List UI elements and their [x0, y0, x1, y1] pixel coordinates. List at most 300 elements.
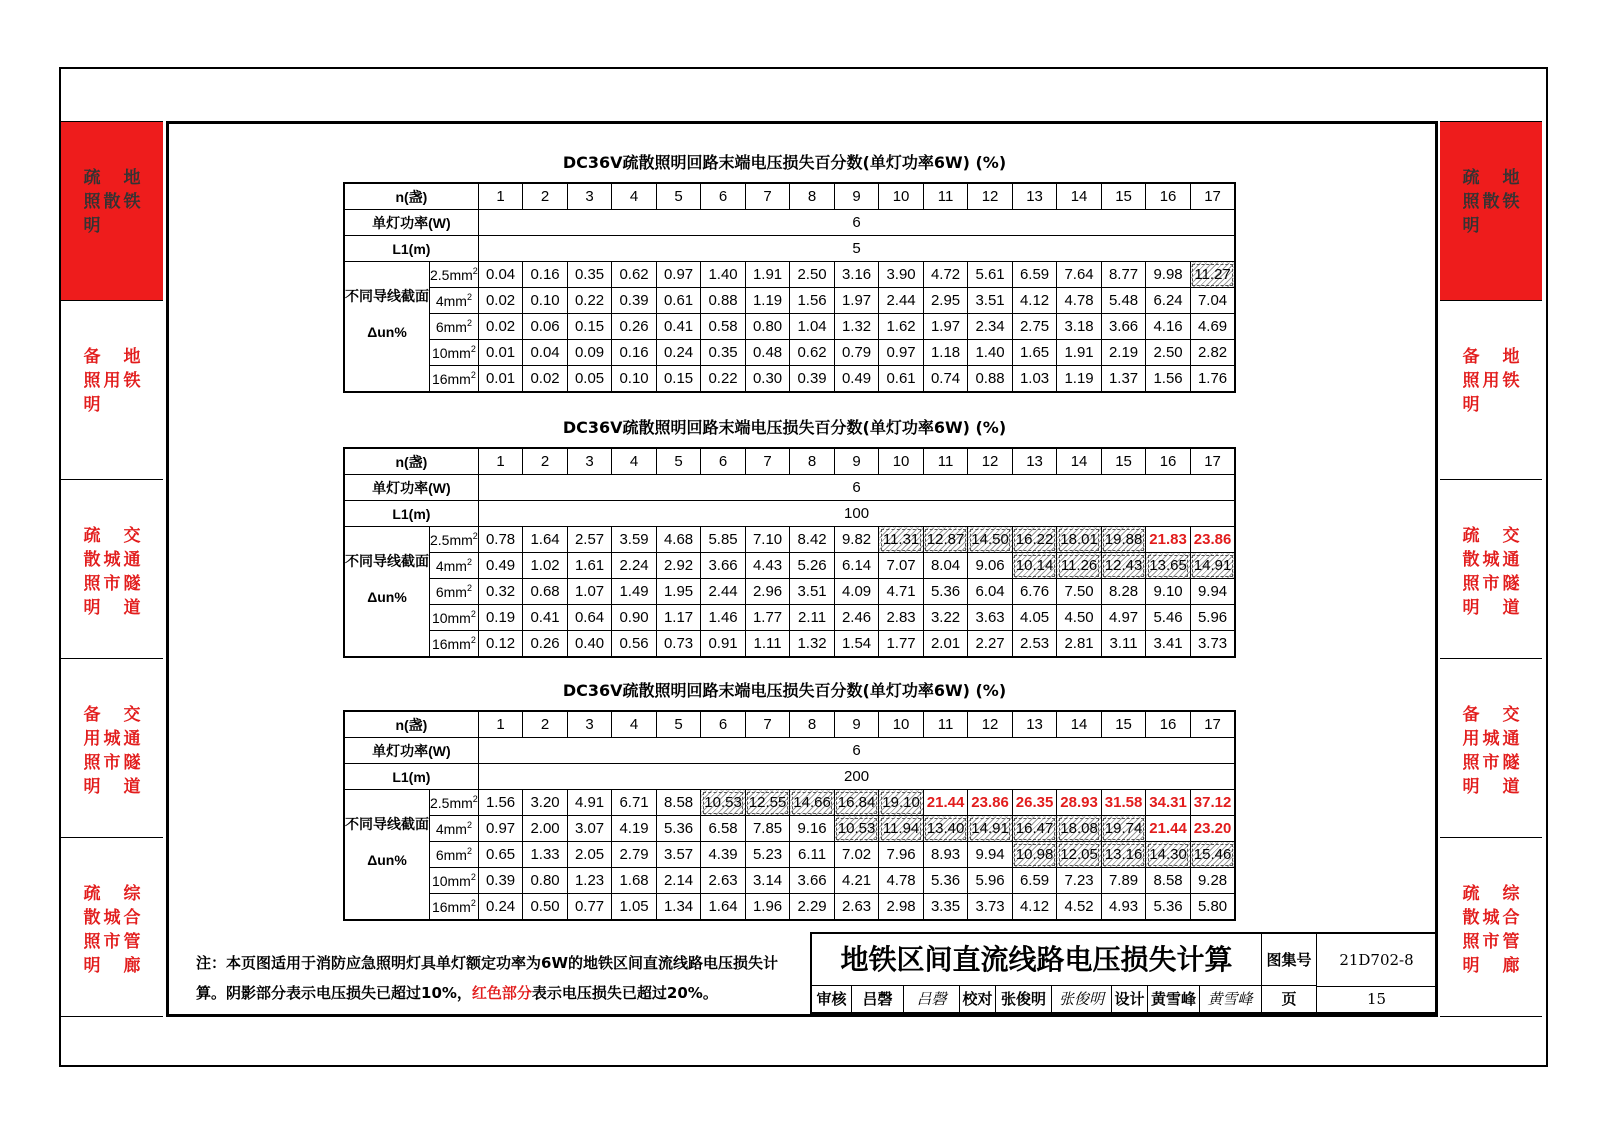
cross-section-label: $2.5mm^2$ — [430, 262, 479, 288]
table-row — [344, 288, 1235, 314]
loss-value-cell: 0.79 — [834, 340, 879, 366]
table-row — [344, 711, 1235, 738]
loss-value-cell: 37.12 — [1190, 790, 1235, 816]
loss-value-cell: 3.57 — [656, 842, 701, 868]
loss-value-cell: 3.73 — [1190, 631, 1235, 658]
loss-value-cell: 1.40 — [968, 340, 1013, 366]
loss-value-cell: 2.29 — [790, 894, 835, 921]
loss-value-cell: 0.16 — [612, 340, 657, 366]
voltage-loss-table — [343, 182, 1236, 393]
side-tab-text: 散 — [103, 192, 121, 212]
loss-value-cell: 1.77 — [745, 605, 790, 631]
loss-value-cell: 5.61 — [968, 262, 1013, 288]
side-tab-text: 疏 散 照 明 — [83, 884, 101, 976]
review-label: 审核 — [812, 986, 852, 1012]
side-tab-text: 备 用 照 明 — [1462, 705, 1480, 797]
loss-value-cell: 0.12 — [478, 631, 523, 658]
loss-value-cell: 10.53 — [834, 816, 879, 842]
power-value: 6 — [478, 475, 1235, 501]
n-label: n(盏) — [344, 183, 478, 210]
side-tab-1[interactable] — [1440, 122, 1542, 301]
loss-value-cell: 4.97 — [1101, 605, 1146, 631]
table-title: DC36V疏散照明回路末端电压损失百分数(单灯功率6W) (%) — [562, 153, 1007, 172]
side-tab-4[interactable] — [61, 659, 163, 838]
loss-value-cell: 4.78 — [879, 868, 924, 894]
loss-value-cell: 14.91 — [968, 816, 1013, 842]
n-value: 14 — [1057, 448, 1102, 475]
loss-value-cell: 0.22 — [567, 288, 612, 314]
side-tab-1[interactable] — [61, 122, 163, 301]
loss-value-cell: 1.19 — [1057, 366, 1102, 393]
loss-value-cell: 13.40 — [923, 816, 968, 842]
loss-value-cell: 1.49 — [612, 579, 657, 605]
loss-value-cell: 0.90 — [612, 605, 657, 631]
loss-value-cell: 4.16 — [1146, 314, 1191, 340]
loss-value-cell: 0.65 — [478, 842, 523, 868]
loss-value-cell: 1.23 — [567, 868, 612, 894]
loss-value-cell: 1.64 — [523, 527, 568, 553]
loss-value-cell: 0.05 — [567, 366, 612, 393]
loss-value-cell: 2.95 — [923, 288, 968, 314]
loss-value-cell: 2.82 — [1190, 340, 1235, 366]
loss-value-cell: 8.42 — [790, 527, 835, 553]
n-value: 6 — [701, 183, 746, 210]
n-value: 13 — [1012, 711, 1057, 738]
loss-value-cell: 12.05 — [1057, 842, 1102, 868]
side-tab-text: 疏 照 明 — [1462, 168, 1480, 236]
n-value: 16 — [1146, 448, 1191, 475]
cross-section-label: $16mm^2$ — [430, 631, 479, 658]
loss-value-cell: 6.14 — [834, 553, 879, 579]
loss-value-cell: 12.87 — [923, 527, 968, 553]
n-value: 14 — [1057, 183, 1102, 210]
side-tab-text: 备 照 明 — [83, 347, 101, 415]
loss-value-cell: 3.16 — [834, 262, 879, 288]
loss-value-cell: 0.24 — [478, 894, 523, 921]
loss-value-cell: 1.18 — [923, 340, 968, 366]
loss-value-cell: 0.32 — [478, 579, 523, 605]
loss-value-cell: 1.61 — [567, 553, 612, 579]
side-tab-text: 疏 散 照 明 — [1462, 884, 1480, 976]
n-value: 10 — [879, 183, 924, 210]
side-tab-2[interactable] — [1440, 301, 1542, 480]
loss-value-cell: 28.93 — [1057, 790, 1102, 816]
table-row — [344, 764, 1235, 790]
section-label-line: 不同导线截面 — [345, 288, 429, 304]
loss-value-cell: 18.01 — [1057, 527, 1102, 553]
loss-value-cell: 2.50 — [790, 262, 835, 288]
voltage-loss-table — [343, 710, 1236, 921]
loss-value-cell: 1.02 — [523, 553, 568, 579]
cross-section-label: $4mm^2$ — [430, 288, 479, 314]
loss-value-cell: 0.10 — [523, 288, 568, 314]
review-name: 吕磬 — [852, 986, 904, 1012]
loss-value-cell: 0.77 — [567, 894, 612, 921]
loss-value-cell: 9.06 — [968, 553, 1013, 579]
loss-value-cell: 8.04 — [923, 553, 968, 579]
loss-value-cell: 5.23 — [745, 842, 790, 868]
loss-value-cell: 21.83 — [1146, 527, 1191, 553]
loss-value-cell: 3.51 — [968, 288, 1013, 314]
loss-value-cell: 4.12 — [1012, 288, 1057, 314]
loss-value-cell: 0.02 — [523, 366, 568, 393]
loss-value-cell: 1.33 — [523, 842, 568, 868]
loss-value-cell: 0.58 — [701, 314, 746, 340]
loss-value-cell: 1.56 — [478, 790, 523, 816]
loss-value-cell: 1.04 — [790, 314, 835, 340]
loss-value-cell: 0.10 — [612, 366, 657, 393]
loss-value-cell: 19.88 — [1101, 527, 1146, 553]
side-tab-text: 城 市 — [103, 908, 121, 952]
n-label: n(盏) — [344, 711, 478, 738]
side-tab-text: 地 铁 — [123, 347, 141, 391]
power-value: 6 — [478, 738, 1235, 764]
loss-value-cell: 2.27 — [968, 631, 1013, 658]
cross-section-label: $16mm^2$ — [430, 894, 479, 921]
atlas-number-label: 图集号 — [1262, 934, 1317, 986]
n-value: 9 — [834, 183, 879, 210]
loss-value-cell: 4.21 — [834, 868, 879, 894]
side-tab-text: 交 通 隧 道 — [123, 705, 141, 797]
loss-value-cell: 2.63 — [834, 894, 879, 921]
atlas-number-value: 21D702-8 — [1317, 934, 1436, 987]
loss-value-cell: 2.75 — [1012, 314, 1057, 340]
side-tab-5[interactable] — [61, 838, 163, 1017]
loss-value-cell: 6.04 — [968, 579, 1013, 605]
loss-value-cell: 2.53 — [1012, 631, 1057, 658]
loss-value-cell: 1.68 — [612, 868, 657, 894]
loss-value-cell: 4.09 — [834, 579, 879, 605]
cross-section-label: $6mm^2$ — [430, 842, 479, 868]
loss-value-cell: 9.28 — [1190, 868, 1235, 894]
loss-value-cell: 1.56 — [1146, 366, 1191, 393]
table-row — [344, 527, 1235, 553]
loss-value-cell: 3.51 — [790, 579, 835, 605]
section-label-line: 不同导线截面 — [345, 553, 429, 569]
loss-value-cell: 2.14 — [656, 868, 701, 894]
loss-value-cell: 2.19 — [1101, 340, 1146, 366]
power-label: 单灯功率(W) — [344, 475, 478, 501]
side-tab-text: 地 铁 — [1502, 347, 1520, 391]
side-tab-text: 城 市 — [103, 550, 121, 594]
loss-value-cell: 9.16 — [790, 816, 835, 842]
side-tab-text: 疏 散 照 明 — [1462, 526, 1480, 618]
loss-value-cell: 2.63 — [701, 868, 746, 894]
side-tab-text: 地 铁 — [123, 168, 141, 212]
note-red-text: 红色部分 — [471, 984, 532, 1002]
loss-value-cell: 3.11 — [1101, 631, 1146, 658]
side-tab-text: 疏 散 照 明 — [83, 526, 101, 618]
loss-value-cell: 0.50 — [523, 894, 568, 921]
side-tab-text: 用 — [1482, 371, 1500, 391]
loss-value-cell: 1.46 — [701, 605, 746, 631]
n-value: 16 — [1146, 183, 1191, 210]
loss-value-cell: 5.36 — [656, 816, 701, 842]
loss-value-cell: 6.11 — [790, 842, 835, 868]
side-tab-text: 交 通 隧 道 — [1502, 705, 1520, 797]
loss-value-cell: 0.61 — [656, 288, 701, 314]
table-row — [344, 816, 1235, 842]
loss-value-cell: 1.54 — [834, 631, 879, 658]
n-value: 12 — [968, 183, 1013, 210]
loss-value-cell: 0.01 — [478, 340, 523, 366]
check-signature: 张俊明 — [1052, 986, 1112, 1012]
side-tab-text: 城 市 — [1482, 729, 1500, 773]
loss-value-cell: 10.98 — [1012, 842, 1057, 868]
loss-value-cell: 19.10 — [879, 790, 924, 816]
check-name: 张俊明 — [996, 986, 1052, 1012]
power-label: 单灯功率(W) — [344, 210, 478, 236]
n-value: 17 — [1190, 711, 1235, 738]
right-side-tabs — [1440, 121, 1542, 1017]
loss-value-cell: 3.73 — [968, 894, 1013, 921]
loss-value-cell: 16.84 — [834, 790, 879, 816]
loss-value-cell: 0.49 — [478, 553, 523, 579]
n-value: 8 — [790, 183, 835, 210]
side-tab-3[interactable] — [61, 480, 163, 659]
loss-value-cell: 13.65 — [1146, 553, 1191, 579]
loss-value-cell: 2.83 — [879, 605, 924, 631]
table-title: DC36V疏散照明回路末端电压损失百分数(单灯功率6W) (%) — [562, 418, 1007, 437]
n-value: 3 — [567, 183, 612, 210]
page-label: 页 — [1262, 986, 1317, 1012]
loss-value-cell: 12.43 — [1101, 553, 1146, 579]
side-tab-4[interactable] — [1440, 659, 1542, 838]
length-value: 100 — [478, 501, 1235, 527]
check-label: 校对 — [960, 986, 996, 1012]
table-row — [344, 314, 1235, 340]
loss-value-cell: 1.07 — [567, 579, 612, 605]
loss-value-cell: 14.66 — [790, 790, 835, 816]
table-row — [344, 605, 1235, 631]
loss-value-cell: 9.94 — [968, 842, 1013, 868]
loss-value-cell: 0.22 — [701, 366, 746, 393]
loss-value-cell: 1.17 — [656, 605, 701, 631]
n-value: 11 — [923, 183, 968, 210]
side-tab-3[interactable] — [1440, 480, 1542, 659]
loss-value-cell: 16.47 — [1012, 816, 1057, 842]
side-tab-text: 综 合 管 廊 — [123, 884, 141, 976]
loss-value-cell: 5.36 — [923, 868, 968, 894]
loss-value-cell: 4.68 — [656, 527, 701, 553]
length-value: 5 — [478, 236, 1235, 262]
loss-value-cell: 9.10 — [1146, 579, 1191, 605]
n-value: 2 — [523, 448, 568, 475]
n-label: n(盏) — [344, 448, 478, 475]
n-value: 9 — [834, 711, 879, 738]
loss-value-cell: 1.05 — [612, 894, 657, 921]
loss-value-cell: 4.72 — [923, 262, 968, 288]
loss-value-cell: 7.64 — [1057, 262, 1102, 288]
page-number: 15 — [1366, 990, 1387, 1008]
cross-section-label: $4mm^2$ — [430, 553, 479, 579]
n-value: 12 — [968, 711, 1013, 738]
loss-value-cell: 0.88 — [701, 288, 746, 314]
cross-section-label: $2.5mm^2$ — [430, 790, 479, 816]
side-tab-text: 城 市 — [103, 729, 121, 773]
loss-value-cell: 3.59 — [612, 527, 657, 553]
loss-value-cell: 1.62 — [879, 314, 924, 340]
loss-value-cell: 23.86 — [968, 790, 1013, 816]
loss-value-cell: 0.02 — [478, 314, 523, 340]
loss-value-cell: 8.58 — [1146, 868, 1191, 894]
loss-value-cell: 3.18 — [1057, 314, 1102, 340]
n-value: 12 — [968, 448, 1013, 475]
loss-value-cell: 0.09 — [567, 340, 612, 366]
loss-value-cell: 0.56 — [612, 631, 657, 658]
table-row — [344, 262, 1235, 288]
loss-value-cell: 0.88 — [968, 366, 1013, 393]
n-value: 10 — [879, 448, 924, 475]
loss-value-cell: 15.46 — [1190, 842, 1235, 868]
loss-value-cell: 1.11 — [745, 631, 790, 658]
loss-value-cell: 1.32 — [834, 314, 879, 340]
loss-value-cell: 4.12 — [1012, 894, 1057, 921]
loss-value-cell: 1.77 — [879, 631, 924, 658]
section-label — [344, 527, 430, 658]
loss-value-cell: 2.01 — [923, 631, 968, 658]
cross-section-label: $6mm^2$ — [430, 579, 479, 605]
loss-value-cell: 0.04 — [523, 340, 568, 366]
side-tab-text: 城 市 — [1482, 908, 1500, 952]
page-note: 注：本页图适用于消防应急照明灯具单灯额定功率为6W的地铁区间直流线路电压损失计算。阴影部分表示电压损失已超过10%，红色部分表示电压损失已超过20%。 — [196, 954, 778, 1002]
loss-value-cell: 0.41 — [656, 314, 701, 340]
loss-value-cell: 8.93 — [923, 842, 968, 868]
loss-value-cell: 10.14 — [1012, 553, 1057, 579]
side-tab-5[interactable] — [1440, 838, 1542, 1017]
loss-value-cell: 0.19 — [478, 605, 523, 631]
table-row — [344, 894, 1235, 921]
table-row — [344, 448, 1235, 475]
length-label: L1(m) — [344, 501, 478, 527]
loss-value-cell: 3.66 — [790, 868, 835, 894]
loss-value-cell: 0.40 — [567, 631, 612, 658]
table-row — [344, 790, 1235, 816]
loss-value-cell: 2.46 — [834, 605, 879, 631]
design-name: 黄雪峰 — [1148, 986, 1200, 1012]
cross-section-label: $2.5mm^2$ — [430, 527, 479, 553]
n-value: 16 — [1146, 711, 1191, 738]
loss-value-cell: 4.19 — [612, 816, 657, 842]
table-row — [344, 631, 1235, 658]
side-tab-text: 散 — [1482, 192, 1500, 212]
loss-value-cell: 0.30 — [745, 366, 790, 393]
side-tab-text: 交 通 隧 道 — [123, 526, 141, 618]
loss-value-cell: 11.31 — [879, 527, 924, 553]
loss-value-cell: 1.40 — [701, 262, 746, 288]
n-value: 10 — [879, 711, 924, 738]
length-label: L1(m) — [344, 764, 478, 790]
loss-value-cell: 1.91 — [1057, 340, 1102, 366]
loss-value-cell: 0.02 — [478, 288, 523, 314]
loss-value-cell: 2.98 — [879, 894, 924, 921]
loss-value-cell: 2.05 — [567, 842, 612, 868]
table-title: DC36V疏散照明回路末端电压损失百分数(单灯功率6W) (%) — [562, 681, 1007, 700]
n-value: 1 — [478, 183, 523, 210]
n-value: 5 — [656, 448, 701, 475]
loss-value-cell: 2.44 — [879, 288, 924, 314]
n-value: 6 — [701, 448, 746, 475]
loss-value-cell: 0.26 — [523, 631, 568, 658]
loss-value-cell: 31.58 — [1101, 790, 1146, 816]
table-row — [344, 366, 1235, 393]
loss-value-cell: 8.28 — [1101, 579, 1146, 605]
design-label: 设计 — [1112, 986, 1148, 1012]
n-value: 4 — [612, 711, 657, 738]
section-label — [344, 790, 430, 921]
loss-value-cell: 0.48 — [745, 340, 790, 366]
loss-value-cell: 7.02 — [834, 842, 879, 868]
section-label-line: 不同导线截面 — [345, 816, 429, 832]
loss-value-cell: 6.58 — [701, 816, 746, 842]
loss-value-cell: 0.15 — [567, 314, 612, 340]
loss-value-cell: 5.36 — [923, 579, 968, 605]
loss-value-cell: 4.71 — [879, 579, 924, 605]
loss-value-cell: 4.05 — [1012, 605, 1057, 631]
n-value: 8 — [790, 448, 835, 475]
loss-value-cell: 2.57 — [567, 527, 612, 553]
n-value: 13 — [1012, 448, 1057, 475]
loss-value-cell: 14.50 — [968, 527, 1013, 553]
loss-value-cell: 6.59 — [1012, 868, 1057, 894]
loss-value-cell: 3.22 — [923, 605, 968, 631]
loss-value-cell: 1.32 — [790, 631, 835, 658]
loss-value-cell: 3.20 — [523, 790, 568, 816]
loss-value-cell: 9.94 — [1190, 579, 1235, 605]
loss-value-cell: 8.58 — [656, 790, 701, 816]
cross-section-label: $10mm^2$ — [430, 868, 479, 894]
loss-value-cell: 2.92 — [656, 553, 701, 579]
title-block — [810, 932, 1438, 1014]
loss-value-cell: 0.49 — [834, 366, 879, 393]
n-value: 7 — [745, 711, 790, 738]
table-row — [344, 579, 1235, 605]
loss-value-cell: 7.10 — [745, 527, 790, 553]
loss-value-cell: 4.91 — [567, 790, 612, 816]
n-value: 15 — [1101, 183, 1146, 210]
loss-value-cell: 0.41 — [523, 605, 568, 631]
loss-value-cell: 5.46 — [1146, 605, 1191, 631]
loss-value-cell: 6.59 — [1012, 262, 1057, 288]
loss-value-cell: 2.00 — [523, 816, 568, 842]
loss-value-cell: 1.03 — [1012, 366, 1057, 393]
loss-value-cell: 4.69 — [1190, 314, 1235, 340]
loss-value-cell: 26.35 — [1012, 790, 1057, 816]
loss-value-cell: 10.53 — [701, 790, 746, 816]
side-tab-2[interactable] — [61, 301, 163, 480]
cross-section-label: $10mm^2$ — [430, 340, 479, 366]
loss-value-cell: 0.26 — [612, 314, 657, 340]
review-signature: 吕磬 — [904, 986, 960, 1012]
loss-value-cell: 4.39 — [701, 842, 746, 868]
loss-value-cell: 14.30 — [1146, 842, 1191, 868]
n-value: 7 — [745, 183, 790, 210]
loss-value-cell: 1.56 — [790, 288, 835, 314]
loss-value-cell: 3.14 — [745, 868, 790, 894]
table-row — [344, 842, 1235, 868]
side-tab-text: 城 市 — [1482, 550, 1500, 594]
table-row — [344, 553, 1235, 579]
loss-value-cell: 2.44 — [701, 579, 746, 605]
loss-value-cell: 1.97 — [923, 314, 968, 340]
side-tab-text: 备 用 照 明 — [83, 705, 101, 797]
n-value: 4 — [612, 448, 657, 475]
loss-value-cell: 23.86 — [1190, 527, 1235, 553]
loss-value-cell: 0.68 — [523, 579, 568, 605]
loss-value-cell: 6.76 — [1012, 579, 1057, 605]
loss-value-cell: 1.96 — [745, 894, 790, 921]
loss-value-cell: 21.44 — [1146, 816, 1191, 842]
